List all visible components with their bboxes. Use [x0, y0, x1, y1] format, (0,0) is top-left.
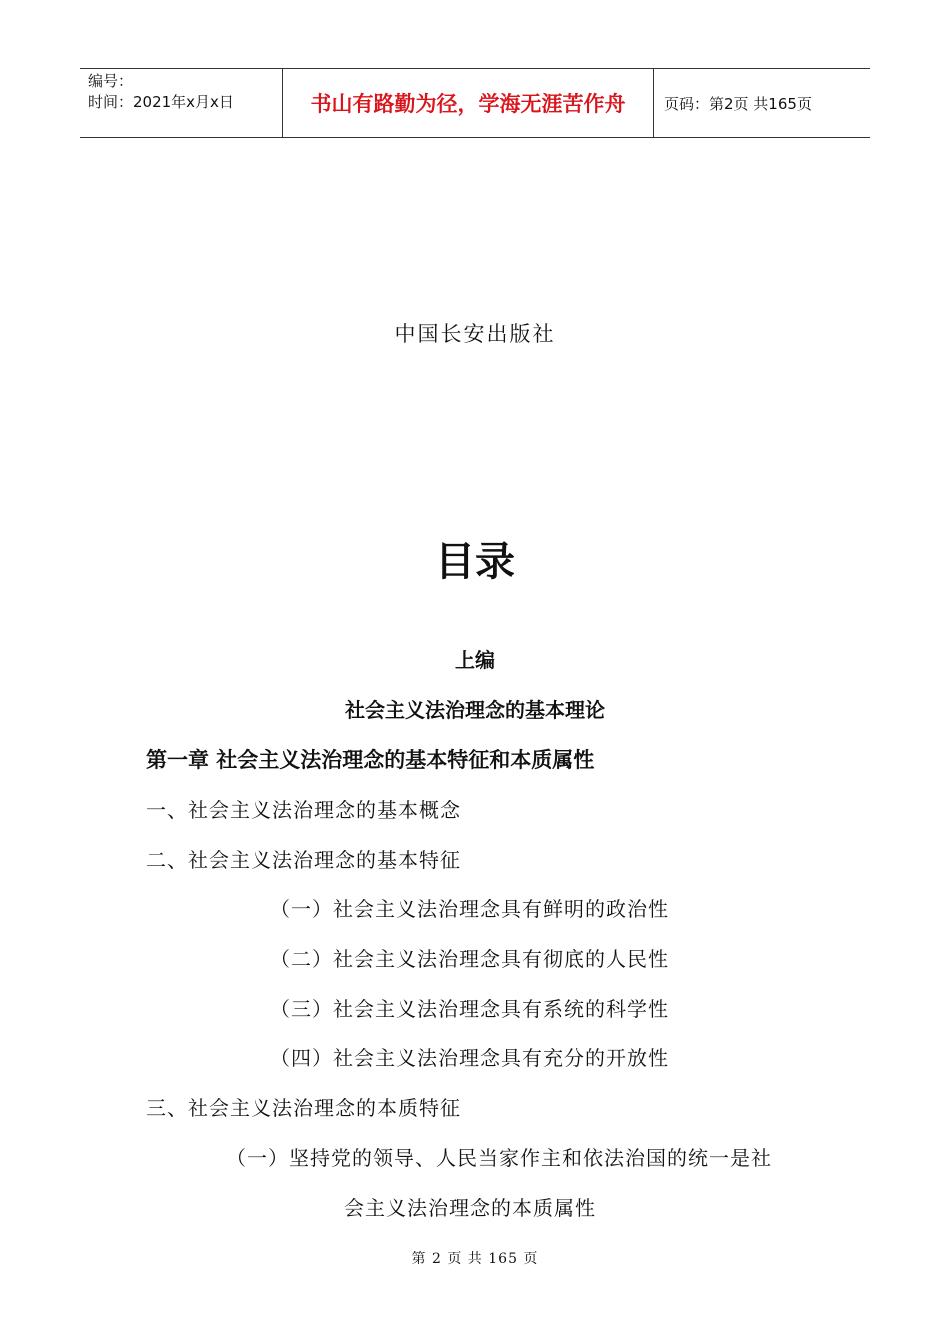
toc-entry: 三、社会主义法治理念的本质特征: [146, 1096, 461, 1120]
header-meta: [80, 69, 282, 137]
toc-subentry: （二）社会主义法治理念具有彻底的人民性: [270, 947, 669, 971]
chapter-heading: 第一章 社会主义法治理念的基本特征和本质属性: [146, 748, 595, 772]
page-footer: 第 2 页 共 165 页: [411, 1251, 539, 1267]
toc-entry: 二、社会主义法治理念的基本特征: [146, 848, 461, 872]
number-label: 编号：: [88, 72, 134, 90]
part-subtitle: 社会主义法治理念的基本理论: [345, 698, 605, 722]
toc-subentry: （三）社会主义法治理念具有系统的科学性: [270, 997, 669, 1021]
publisher-name: 中国长安出版社: [394, 322, 556, 346]
toc-subentry: （一）坚持党的领导、人民当家作主和依法治国的统一是社: [226, 1146, 772, 1170]
toc-subentry: （一）社会主义法治理念具有鲜明的政治性: [270, 897, 669, 921]
toc-entry: 一、社会主义法治理念的基本概念: [146, 798, 461, 822]
toc-subentry: （四）社会主义法治理念具有充分的开放性: [270, 1046, 669, 1070]
header-page-info: 页码：第2页 共165页: [664, 94, 812, 113]
toc-title: 目录: [435, 539, 515, 585]
header-motto: 书山有路勤为径，学海无涯苦作舟: [282, 69, 654, 137]
part-title: 上编: [455, 648, 495, 672]
time-label: 时间：2021年x月x日: [88, 93, 234, 111]
document-header: [80, 68, 870, 138]
toc-subentry-continuation: 会主义法治理念的本质属性: [344, 1196, 596, 1220]
